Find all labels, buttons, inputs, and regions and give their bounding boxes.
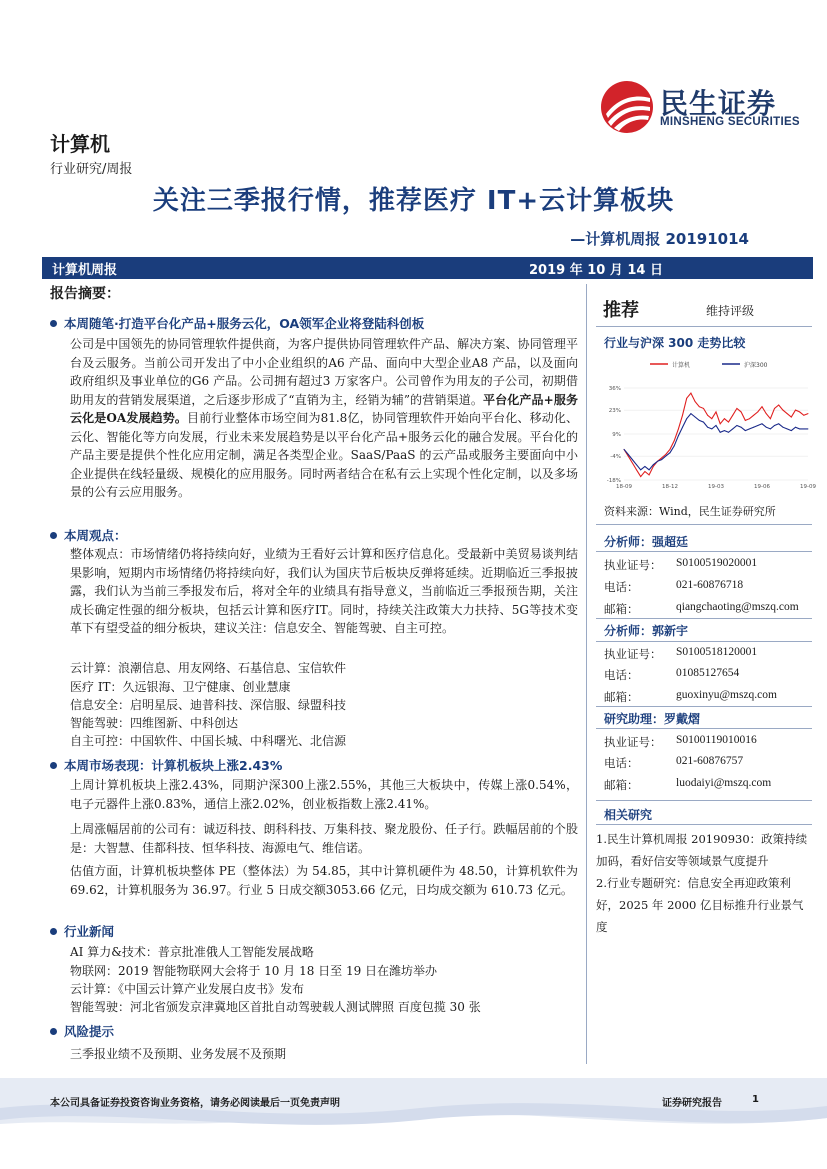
- phone-label: 电话：: [604, 756, 639, 770]
- related-item[interactable]: 2.行业专题研究：信息安全再迎政策利好，2025 年 2000 亿目标推升行业景气度: [596, 876, 804, 934]
- divider: [596, 551, 812, 552]
- data-point: [686, 398, 687, 399]
- data-point: [774, 425, 775, 426]
- data-point: [749, 418, 750, 419]
- data-point: [628, 456, 629, 457]
- data-point: [728, 432, 729, 433]
- divider: [596, 728, 812, 729]
- data-point: [682, 427, 683, 428]
- related-item[interactable]: 1.民生计算机周报 20190930：政策持续加码，看好信安等领域景气度提升: [596, 832, 808, 868]
- phone-label: 电话：: [604, 580, 639, 594]
- data-point: [808, 413, 809, 414]
- data-point: [674, 445, 675, 446]
- assistant-title: 研究助理：罗戴熠: [604, 712, 701, 726]
- series-line: [624, 393, 808, 477]
- data-point: [724, 418, 725, 419]
- license-number: S0100518120001: [676, 646, 758, 658]
- data-point: [640, 469, 641, 470]
- data-point: [699, 406, 700, 407]
- phone-number: 021-60876757: [676, 755, 744, 767]
- divider: [596, 800, 812, 801]
- footer-wave: [0, 1078, 827, 1148]
- data-point: [724, 430, 725, 431]
- pick-line: 医疗 IT：久远银海、卫宁健康、创业慧康: [70, 680, 291, 694]
- bullet-icon: [50, 1028, 57, 1035]
- data-point: [678, 435, 679, 436]
- divider: [596, 706, 812, 707]
- series-line: [624, 414, 808, 470]
- data-point: [649, 469, 650, 470]
- x-tick-label: 19-06: [754, 484, 770, 490]
- data-point: [778, 405, 779, 406]
- email-label: 邮箱：: [604, 602, 639, 616]
- data-point: [670, 449, 671, 450]
- data-point: [799, 411, 800, 412]
- data-point: [674, 440, 675, 441]
- data-point: [774, 408, 775, 409]
- x-tick-label: 18-09: [616, 484, 632, 490]
- data-point: [770, 418, 771, 419]
- news-line: AI 算力&技术：普京批准俄人工智能发展战略: [70, 945, 314, 959]
- data-point: [632, 463, 633, 464]
- x-tick-label: 19-03: [708, 484, 724, 490]
- pick-line: 云计算：浪潮信息、用友网络、石基信息、宝信软件: [70, 661, 347, 675]
- legend-label: 计算机: [672, 362, 691, 369]
- data-point: [791, 417, 792, 418]
- data-point: [728, 422, 729, 423]
- data-point: [787, 413, 788, 414]
- data-point: [778, 423, 779, 424]
- data-point: [732, 428, 733, 429]
- report-category: 行业研究/周报: [50, 162, 133, 177]
- data-point: [795, 427, 796, 428]
- y-tick-label: -18%: [606, 478, 621, 484]
- license-number: S0100519020001: [676, 557, 758, 569]
- footer-disclaimer: 本公司具备证券投资咨询业务资格，请务必阅读最后一页免责声明: [50, 1098, 340, 1109]
- phone-number: 01085127654: [676, 667, 740, 679]
- data-point: [707, 415, 708, 416]
- analyst-title: 分析师：强超廷: [604, 535, 689, 549]
- data-point: [711, 428, 712, 429]
- data-point: [686, 418, 687, 419]
- data-point: [657, 461, 658, 462]
- license-number: S0100119010016: [676, 734, 757, 746]
- email-link[interactable]: luodaiyi@mszq.com: [676, 777, 772, 789]
- divider: [596, 824, 812, 825]
- section-market-p1: 上周计算机板块上涨2.43%，同期沪深300上涨2.55%，其他三大板块中，传媒上涨0.54%，电子元器件上涨0.83%，通信上涨2.02%，创业板指数上涨2.41%。: [70, 778, 578, 811]
- data-point: [628, 454, 629, 455]
- data-point: [682, 415, 683, 416]
- data-point: [653, 466, 654, 467]
- data-point: [741, 411, 742, 412]
- data-point: [644, 466, 645, 467]
- y-tick-label: 36%: [608, 386, 621, 392]
- data-point: [736, 408, 737, 409]
- related-title: 相关研究: [604, 808, 653, 822]
- data-point: [757, 425, 758, 426]
- section-views-body: 整体观点：市场情绪仍将持续向好，业绩为王看好云计算和医疗信息化。受最新中美贸易谈判结果影响，短期内市场情绪仍将持续向好，我们认为国庆节后板块反弹将延续。近期临近三季报披露，我们认为当前三季报发布后，将对全年的业绩具有指导意义，当前临近三季报预告期，关注成长确定性强的细分板块，包括云计算和医疗IT。同时，持续关注政策大力扶持、5G等技术变革下有望受益的细分板块，建议关注：信息安全、智能驾驶、自主可控。: [70, 547, 578, 635]
- footer-report-type: 证券研究报告: [662, 1098, 722, 1109]
- data-point: [753, 415, 754, 416]
- data-point: [720, 423, 721, 424]
- data-point: [791, 430, 792, 431]
- section-news-title: 行业新闻: [50, 922, 114, 940]
- email-label: 邮箱：: [604, 778, 639, 792]
- report-date: 2019 年 10 月 14 日: [529, 263, 663, 278]
- divider: [596, 524, 812, 525]
- data-point: [624, 449, 625, 450]
- section-weekly-essay-title: 本周随笔·打造平台化产品+服务云化，OA领军企业将登陆科创板: [50, 314, 424, 332]
- data-point: [690, 393, 691, 394]
- data-point: [678, 428, 679, 429]
- section-market-p3: 估值方面，计算机板块整体 PE（整体法）为 54.85，其中计算机硬件为 48.50，计算机软件为 69.62，计算机服务为 36.97。行业 5 日成交额3053.66 亿元，日均成交额为 610.73 亿元。: [70, 864, 578, 897]
- band-report-name: 计算机周报: [52, 263, 118, 278]
- y-tick-label: 9%: [612, 432, 621, 438]
- pick-line: 信息安全：启明星辰、迪普科技、深信服、绿盟科技: [70, 698, 347, 712]
- data-point: [795, 410, 796, 411]
- license-label: 执业证号：: [604, 558, 662, 572]
- data-point: [716, 411, 717, 412]
- data-point: [665, 454, 666, 455]
- data-point: [808, 428, 809, 429]
- data-point: [753, 427, 754, 428]
- data-point: [766, 427, 767, 428]
- data-point: [711, 418, 712, 419]
- data-point: [720, 432, 721, 433]
- section-risk-body: 三季报业绩不及预期、业务发展不及预期: [70, 1047, 287, 1061]
- data-point: [762, 406, 763, 407]
- data-point: [661, 457, 662, 458]
- sector-label: 计算机: [50, 132, 110, 156]
- data-point: [782, 427, 783, 428]
- report-subtitle: —计算机周报 20191014: [570, 230, 749, 248]
- phone-label: 电话：: [604, 668, 639, 682]
- data-point: [670, 452, 671, 453]
- data-point: [732, 415, 733, 416]
- chart-source: 资料来源：Wind，民生证券研究所: [604, 505, 776, 518]
- email-label: 邮箱：: [604, 690, 639, 704]
- data-point: [703, 422, 704, 423]
- data-point: [636, 469, 637, 470]
- data-point: [770, 428, 771, 429]
- title-band: [42, 257, 813, 279]
- news-line: 智能驾驶：河北省颁发京津冀地区首批自动驾驶载人测试牌照 百度包揽 30 张: [70, 1000, 481, 1014]
- brand-name-en: MINSHENG SECURITIES: [660, 116, 800, 128]
- y-tick-label: -4%: [610, 454, 621, 461]
- data-point: [690, 413, 691, 414]
- pick-line: 自主可控：中国软件、中国长城、中科曙光、北信源: [70, 734, 347, 748]
- section-market-title: 本周市场表现：计算机板块上涨2.43%: [50, 756, 282, 774]
- rating-note: 维持评级: [706, 304, 755, 318]
- data-point: [803, 415, 804, 416]
- section-views-title: 本周观点：: [50, 526, 127, 544]
- report-title: 关注三季报行情，推荐医疗 IT+云计算板块: [152, 186, 675, 216]
- phone-number: 021-60876718: [676, 579, 744, 591]
- pick-line: 智能驾驶：四维图新、中科创达: [70, 716, 239, 730]
- abstract-label: 报告摘要：: [50, 286, 120, 302]
- rating: 推荐: [603, 300, 639, 321]
- news-line: 物联网：2019 智能物联网大会将于 10 月 18 日至 19 日在潍坊举办: [70, 964, 438, 978]
- license-label: 执业证号：: [604, 735, 662, 749]
- data-point: [736, 425, 737, 426]
- divider: [596, 326, 812, 327]
- data-point: [695, 401, 696, 402]
- data-point: [766, 413, 767, 414]
- minsheng-logo-icon: [600, 80, 654, 134]
- data-point: [799, 428, 800, 429]
- data-point: [653, 464, 654, 465]
- data-point: [787, 428, 788, 429]
- x-tick-label: 19-09: [800, 484, 816, 490]
- data-point: [703, 408, 704, 409]
- chart-title: 行业与沪深 300 走势比较: [604, 336, 746, 350]
- data-point: [741, 427, 742, 428]
- data-point: [716, 425, 717, 426]
- data-point: [707, 427, 708, 428]
- data-point: [644, 471, 645, 472]
- brand-logo: [600, 80, 800, 136]
- bullet-icon: [50, 320, 57, 327]
- data-point: [757, 411, 758, 412]
- data-point: [661, 459, 662, 460]
- data-point: [803, 428, 804, 429]
- section-weekly-essay-body: 公司是中国领先的协同管理软件提供商，为客户提供协同管理软件产品、解决方案、协同管理平台及云服务。当前公司开发出了中小企业组织的A6 产品、面向中大型企业A8 产品，以及面向政府组织及事业单位的G6 产品。公司拥有超过3 万家客户。公司曾作为用友的子公司，初期借助用友的营销发展渠道，之后逐步形成了“直销为主，经销为辅”的营销渠道。平台化产品+服务云化是OA发展趋势。目前行业整体市场空间为81.8亿，协同管理软件开始向平台化、移动化、云化、智能化等方向发展，行业未来发展趋势是以平台化产品+服务云化的融合发展。平台化的产品主要是提供个性化应用定制，满足各类型企业。SaaS/PaaS 的云产品或服务主要面向中小企业提供在线轻量级、规模化的应用服务。同时两者结合在私有云上实现个性化定制，以及多场景的公有云应用服务。: [70, 337, 578, 499]
- data-point: [749, 428, 750, 429]
- bullet-icon: [50, 928, 57, 935]
- data-point: [636, 464, 637, 465]
- bullet-icon: [50, 762, 57, 769]
- data-point: [665, 456, 666, 457]
- section-risk-title: 风险提示: [50, 1022, 114, 1040]
- data-point: [745, 430, 746, 431]
- legend-label: 沪深300: [744, 362, 768, 369]
- data-point: [782, 410, 783, 411]
- license-label: 执业证号：: [604, 647, 662, 661]
- data-point: [632, 459, 633, 460]
- brand-name-cn: 民生证券: [660, 87, 777, 120]
- data-point: [762, 423, 763, 424]
- data-point: [699, 420, 700, 421]
- email-link[interactable]: guoxinyu@mszq.com: [676, 689, 777, 701]
- data-point: [745, 420, 746, 421]
- divider: [596, 641, 812, 642]
- section-market-p2: 上周涨幅居前的公司有：诚迈科技、朗科科技、万集科技、聚龙股份、任子行。跌幅居前的个股是：大智慧、佳都科技、恒华科技、海源电气、维信诺。: [70, 822, 578, 855]
- column-divider: [586, 284, 587, 1064]
- divider: [596, 618, 812, 619]
- y-tick-label: 23%: [608, 408, 621, 415]
- data-point: [649, 474, 650, 475]
- page-number: 1: [752, 1094, 759, 1105]
- bullet-icon: [50, 532, 57, 539]
- analyst-title: 分析师：郭新宇: [604, 624, 689, 638]
- email-link[interactable]: qiangchaoting@mszq.com: [676, 601, 799, 613]
- news-line: 云计算：《中国云计算产业发展白皮书》发布: [70, 982, 305, 996]
- x-tick-label: 18-12: [662, 484, 678, 490]
- data-point: [695, 417, 696, 418]
- performance-chart: [600, 352, 816, 498]
- data-point: [640, 476, 641, 477]
